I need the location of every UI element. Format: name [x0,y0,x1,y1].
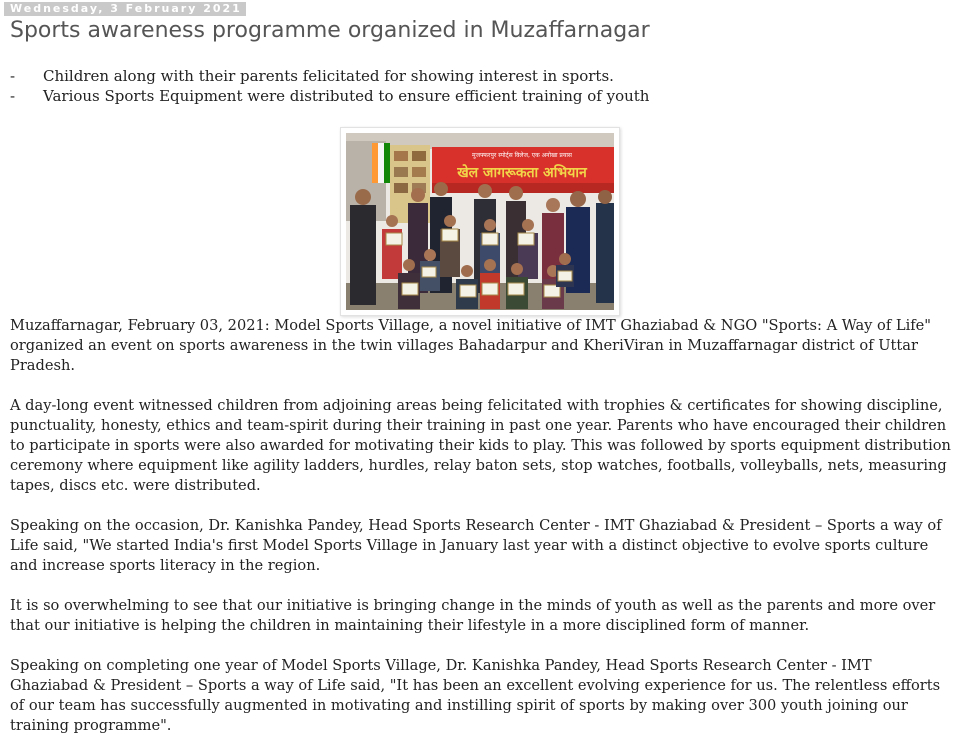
poster-photo [394,167,408,177]
poster-photo [412,167,426,177]
article-paragraph: A day-long event witnessed children from adjoining areas being felicitated with trophies & certificates for showing discipline, punctuality, honesty, ethics and team-spirit during their training in past one year. Parents who have encouraged their children to participate in sports were also awarded for motivating their kids to play. This was followed by sports equipment distribution ceremony where equipment like agility ladders, hurdles, relay baton sets, stop watches, footballs, volleyballs, nets, measuring tapes, discs etc. were distributed. [10,397,951,494]
article-body [10,316,954,756]
post-date-header: Wednesday, 3 February 2021 [4,2,246,16]
highlight-item [10,86,649,106]
event-photo[interactable] [340,127,620,316]
highlight-item [10,66,649,86]
article-paragraph: It is so overwhelming to see that our initiative is bringing change in the minds of youth as well as the parents and more over that our initiative is helping the children in maintaining their lifestyle in a more disciplined form of manner. [10,597,936,634]
article-paragraph: Speaking on the occasion, Dr. Kanishka Pandey, Head Sports Research Center - IMT Ghaziabad & President – Sports a way of Life said, "We started India's first Model Sports Village in January last year with a distinct objective to evolve sports culture and increase sports literacy in the region. [10,517,942,574]
bullet-dash: - [10,67,16,85]
highlight-text: Children along with their parents felicitated for showing interest in sports. [43,67,614,85]
article-paragraph: Speaking on completing one year of Model Sports Village, Dr. Kanishka Pandey, Head Sports Research Center - IMT Ghaziabad & President – Sports a way of Life said, "It has been an excellent evolving experience for us. The relentless efforts of our team has successfully augmented in motivating and instilling spirit of sports by making over 300 youth joining our training programme". [10,657,941,734]
article-paragraph: Muzaffarnagar, February 03, 2021: Model Sports Village, a novel initiative of IMT Ghaziabad & NGO "Sports: A Way of Life" organized an event on sports awareness in the twin villages Bahadarpur and KheriViran in Muzaffarnagar district of Uttar Pradesh. [10,317,931,374]
banner-top-text: मुजफ्फरपुर स्पोर्ट्स विलेज, एक अनोखा प्रयास [472,152,572,159]
highlights-list [10,66,649,106]
post-title[interactable]: Sports awareness programme organized in Muzaffarnagar [10,18,650,43]
highlight-text: Various Sports Equipment were distributed to ensure efficient training of youth [43,87,650,105]
flag-saffron [372,143,378,183]
poster-photo [412,151,426,161]
event-photo-image [346,133,614,310]
poster-photo [394,151,408,161]
banner-main-text: खेल जागरूकता अभियान [457,165,587,181]
banner-strip [432,183,614,193]
poster-photo [394,183,408,193]
flag-white [378,143,384,183]
bullet-dash: - [10,87,16,105]
flag-green [384,143,390,183]
